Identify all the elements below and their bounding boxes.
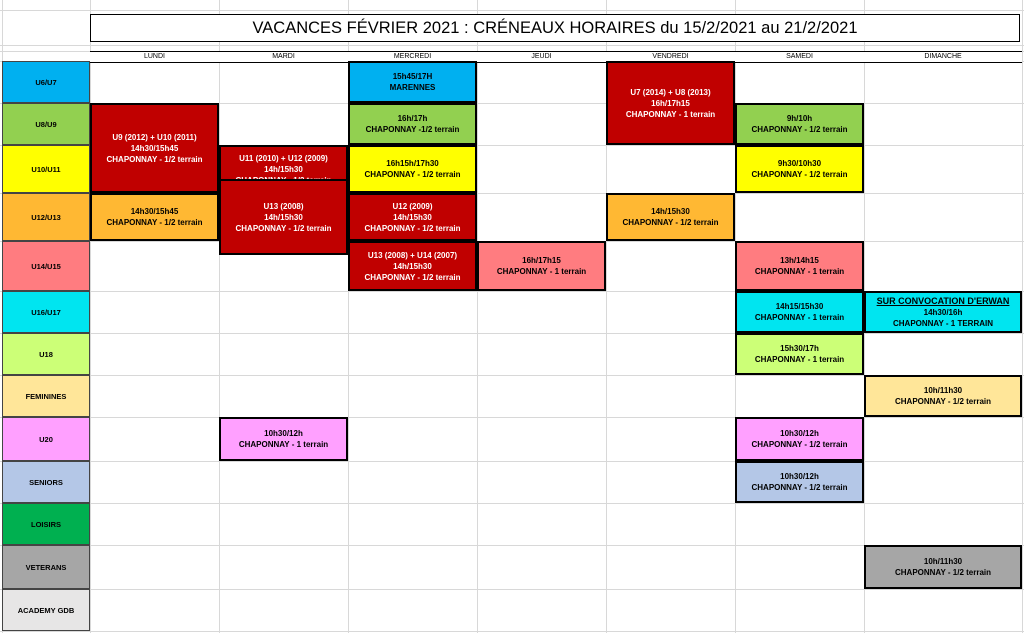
slot-line: SUR CONVOCATION D'ERWAN [876, 295, 1010, 306]
grid-line-horizontal [0, 45, 1024, 46]
slot-cell [735, 461, 864, 503]
category-cell: U6/U7 [2, 61, 90, 103]
grid-line-vertical [219, 0, 220, 633]
slot-line: 14h/15h30 [651, 207, 690, 216]
slot-cell [864, 375, 1022, 417]
slot-cell [348, 103, 477, 145]
grid-line-horizontal [0, 417, 1024, 418]
slot-line: CHAPONNAY - 1 terrain [754, 313, 845, 322]
slot-line: CHAPONNAY - 1 terrain [754, 355, 845, 364]
category-cell: ACADEMY GDB [2, 589, 90, 631]
category-cell: U12/U13 [2, 193, 90, 241]
slot-line: CHAPONNAY - 1/2 terrain [235, 223, 332, 233]
slot-line: CHAPONNAY - 1/2 terrain [364, 223, 461, 233]
slot-line: MARENNES [389, 83, 436, 92]
slot-line: CHAPONNAY - 1/2 terrain [751, 125, 848, 134]
grid-line-horizontal [0, 589, 1024, 590]
slot-cell [864, 545, 1022, 589]
grid-line-horizontal [0, 631, 1024, 632]
category-cell: U14/U15 [2, 241, 90, 291]
slot-cell [606, 61, 735, 145]
slot-line: 15h45/17H [392, 72, 433, 81]
slot-line: 16h/17h [397, 114, 428, 123]
schedule-title: VACANCES FÉVRIER 2021 : CRÉNEAUX HORAIRES du 15/2/2021 au 21/2/2021 [90, 14, 1020, 42]
slot-cell [735, 291, 864, 333]
category-cell: U20 [2, 417, 90, 461]
slot-line: CHAPONNAY - 1/2 terrain [894, 568, 992, 577]
slot-line: U12 (2009) [392, 201, 433, 211]
slot-line: CHAPONNAY - 1 TERRAIN [892, 318, 993, 328]
slot-line: CHAPONNAY - 1 terrain [238, 440, 329, 449]
slot-line: 16h15h/17h30 [386, 159, 439, 168]
day-header: JEUDI [477, 51, 606, 63]
slot-line: U13 (2008) [263, 201, 304, 211]
category-cell: FEMININES [2, 375, 90, 417]
slot-cell [348, 61, 477, 103]
grid-line-horizontal [0, 10, 1024, 11]
slot-cell [735, 417, 864, 461]
day-header: MARDI [219, 51, 348, 63]
category-cell: U10/U11 [2, 145, 90, 193]
slot-line: U7 (2014) + U8 (2013) [630, 87, 711, 97]
slot-line: 10h/11h30 [923, 557, 963, 566]
category-cell: LOISIRS [2, 503, 90, 545]
slot-line: 14h/15h30 [393, 261, 432, 271]
category-cell: U8/U9 [2, 103, 90, 145]
slot-line: 15h30/17h [780, 344, 819, 353]
slot-cell [735, 241, 864, 291]
slot-line: 14h30/16h [923, 307, 963, 317]
slot-line: 14h/15h30 [264, 212, 303, 222]
slot-line: CHAPONNAY - 1 terrain [754, 267, 845, 276]
day-header: DIMANCHE [864, 51, 1022, 63]
slot-cell [348, 241, 477, 291]
slot-line: 14h/15h30 [264, 164, 303, 174]
slot-cell [219, 179, 348, 255]
grid-line-vertical [477, 0, 478, 633]
slot-line: CHAPONNAY - 1/2 terrain [622, 218, 719, 227]
slot-line: 10h30/12h [780, 472, 819, 481]
slot-line: CHAPONNAY - 1/2 terrain [364, 170, 461, 179]
slot-line: CHAPONNAY - 1/2 terrain [364, 272, 461, 282]
day-header: MERCREDI [348, 51, 477, 63]
slot-cell [735, 103, 864, 145]
slot-cell [348, 193, 477, 241]
slot-cell [90, 193, 219, 241]
day-header: LUNDI [90, 51, 219, 63]
day-header: VENDREDI [606, 51, 735, 63]
slot-line: CHAPONNAY -1/2 terrain [365, 125, 460, 134]
slot-line: 14h30/15h45 [130, 207, 179, 216]
slot-cell [606, 193, 735, 241]
slot-line: 14h30/15h45 [130, 143, 179, 153]
slot-line: CHAPONNAY - 1 terrain [625, 109, 716, 119]
slot-line: 14h/15h30 [393, 212, 432, 222]
category-cell: U18 [2, 333, 90, 375]
slot-cell [348, 145, 477, 193]
slot-line: CHAPONNAY - 1/2 terrain [894, 397, 992, 406]
slot-line: 10h30/12h [264, 429, 303, 438]
slot-line: 14h15/15h30 [775, 302, 824, 311]
slot-line: 13h/14h15 [780, 256, 819, 265]
slot-line: CHAPONNAY - 1 terrain [496, 267, 587, 276]
grid-line-horizontal [0, 461, 1024, 462]
slot-line: CHAPONNAY - 1/2 terrain [751, 483, 848, 492]
slot-cell [219, 417, 348, 461]
slot-cell [477, 241, 606, 291]
slot-line: 16h/17h15 [651, 98, 690, 108]
grid-line-horizontal [0, 503, 1024, 504]
category-cell: U16/U17 [2, 291, 90, 333]
slot-cell [735, 145, 864, 193]
grid-line-vertical [1022, 0, 1023, 633]
category-cell: SENIORS [2, 461, 90, 503]
slot-line: 10h30/12h [780, 429, 819, 438]
grid-line-vertical [90, 0, 91, 633]
slot-line: CHAPONNAY - 1/2 terrain [106, 154, 203, 164]
slot-line: U13 (2008) + U14 (2007) [367, 250, 458, 260]
slot-line: CHAPONNAY - 1/2 terrain [751, 440, 848, 449]
slot-line: 9h/10h [786, 114, 813, 123]
slot-line: U9 (2012) + U10 (2011) [112, 132, 197, 142]
day-header: SAMEDI [735, 51, 864, 63]
category-cell: VETERANS [2, 545, 90, 589]
slot-line: 9h30/10h30 [777, 159, 822, 168]
slot-cell [90, 103, 219, 193]
slot-line: 16h/17h15 [522, 256, 561, 265]
slot-cell [735, 333, 864, 375]
slot-line: U11 (2010) + U12 (2009) [239, 153, 328, 163]
grid-line-horizontal [0, 333, 1024, 334]
slot-line: CHAPONNAY - 1/2 terrain [106, 218, 203, 227]
slot-line: CHAPONNAY - 1/2 terrain [751, 170, 848, 179]
slot-cell [864, 291, 1022, 333]
slot-line: 10h/11h30 [923, 386, 963, 395]
